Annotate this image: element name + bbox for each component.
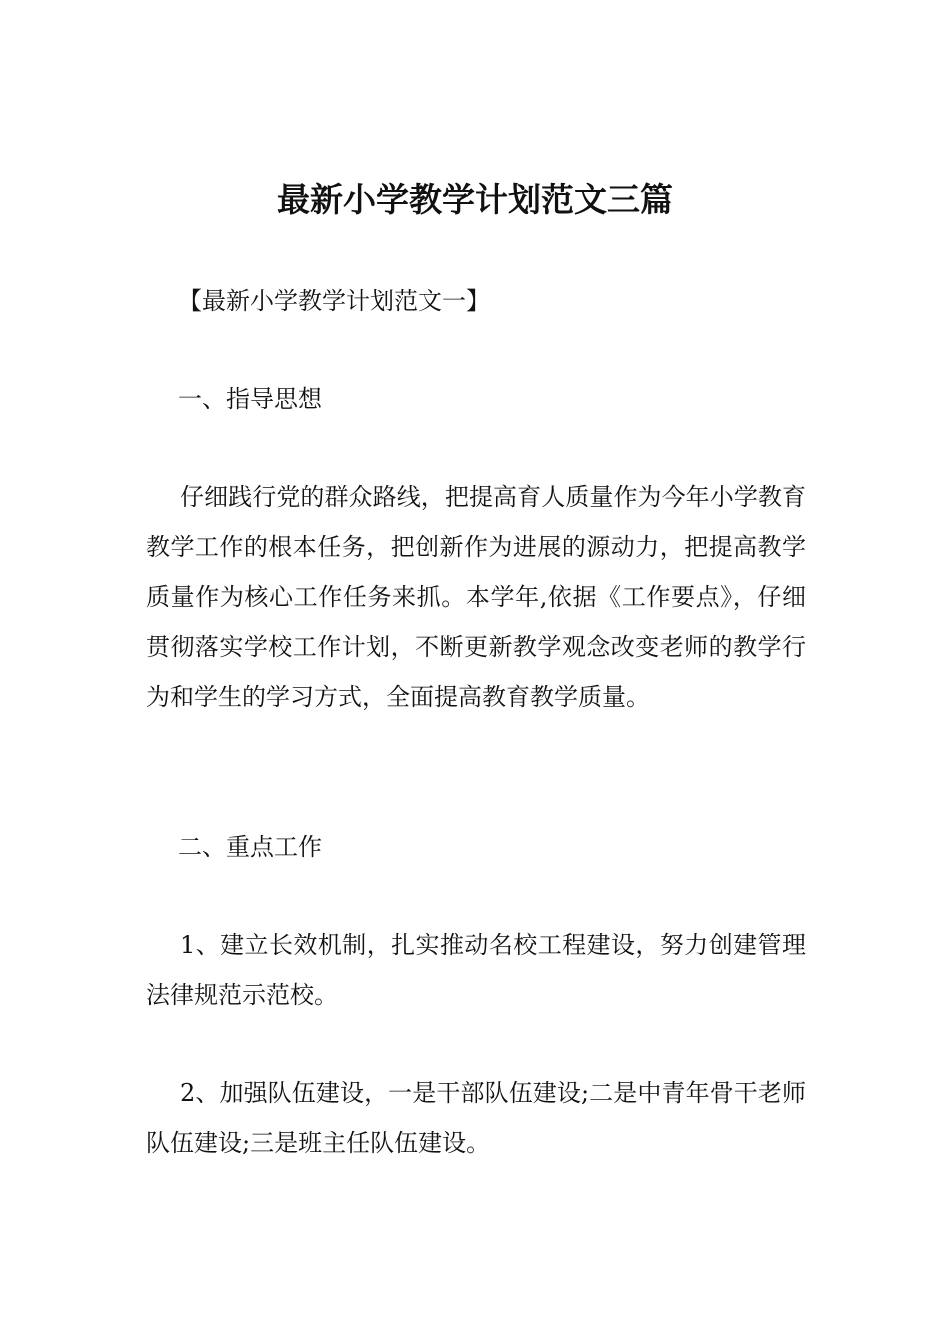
- document-title: 最新小学教学计划范文三篇: [277, 180, 673, 219]
- list-item-2: 2、加强队伍建设，一是干部队伍建设;二是中青年骨干老师队伍建设;三是班主任队伍建设。: [146, 1079, 806, 1157]
- section-label: 【最新小学教学计划范文一】: [178, 287, 490, 315]
- heading-key-work: 二、重点工作: [178, 833, 322, 861]
- heading-guiding-ideology: 一、指导思想: [178, 385, 322, 413]
- paragraph-guiding-ideology: 仔细践行党的群众路线，把提高育人质量作为今年小学教育教学工作的根本任务，把创新作为进展的源动力，把提高教学质量作为核心工作任务来抓。本学年,依据《工作要点》，仔细贯彻落实学校工作计划，不断更新教学观念改变老师的教学行为和学生的学习方式，全面提高教育教学质量。: [146, 483, 806, 711]
- list-item-1: 1、建立长效机制，扎实推动名校工程建设，努力创建管理法律规范示范校。: [146, 931, 806, 1009]
